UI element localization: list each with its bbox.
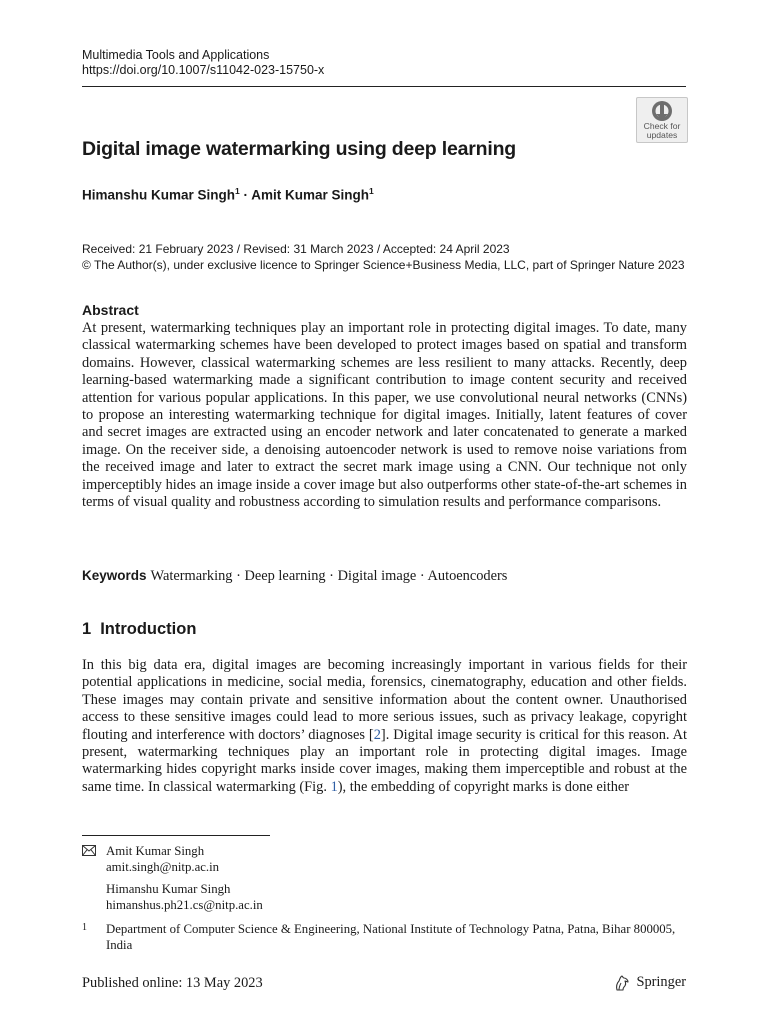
abstract-heading: Abstract: [82, 302, 139, 318]
header-rule: [82, 86, 686, 87]
affiliation-marker: 1: [369, 186, 374, 196]
figure-link[interactable]: 1: [330, 778, 338, 795]
check-for-updates-badge[interactable]: [636, 97, 688, 143]
author-list: [82, 186, 374, 203]
copyright-notice: © The Author(s), under exclusive licence to Springer Science+Business Media, LLC, part of Springer Nature 2023: [82, 258, 685, 272]
published-date: Published online: 13 May 2023: [82, 975, 263, 991]
footnote-rule: [82, 835, 270, 836]
abstract-text: At present, watermarking techniques play an important role in protecting digital images. To date, many classical watermarking schemes have been developed to protect images based on spatial and transform domains. However, classical watermarking schemes are less resilient to many attacks. Recently, deep learning-based watermarking made a significant contribution to image content security and received attention for various popular applications. In this paper, we use convolutional neural networks (CNNs) to propose an interesting watermarking technique for digital images. Initially, latent features of cover and secret images are extracted using an encoder network and later concatenated to generate a marked image. On the receiver side, a denoising autoencoder network is used to remove noise variations from the received image and later to extract the secret mark image using a CNN. Our technique not only imperceptibly hides an image inside a cover image but also outperforms other state-of-the-art schemes in terms of visual quality and robustness according to simulation results and performance comparisons.: [82, 320, 687, 511]
check-for-updates-label: Check for updates: [643, 121, 681, 140]
reference-link[interactable]: 2: [373, 726, 381, 743]
affiliation-marker: 1: [235, 186, 240, 196]
affiliation-text: Department of Computer Science & Engineering, National Institute of Technology Patna, Patna, Bihar 800005, India: [106, 922, 676, 952]
corresponding-author-name: Amit Kumar Singh: [106, 844, 205, 858]
publication-history: [82, 241, 685, 273]
keywords-label: Keywords: [82, 568, 147, 583]
affiliation-number: 1: [82, 922, 87, 933]
affiliation: [82, 922, 682, 953]
paper-title: Digital image watermarking using deep learning: [82, 138, 516, 160]
publisher-name: Springer: [636, 974, 686, 990]
journal-header: [82, 48, 324, 78]
section-title: Introduction: [100, 620, 197, 638]
keywords-list: Watermarking · Deep learning · Digital image · Autoencoders: [150, 568, 508, 584]
springer-horse-icon: [614, 975, 630, 991]
author-separator: ·: [239, 187, 252, 203]
journal-name: Multimedia Tools and Applications: [82, 48, 270, 62]
coauthor-email[interactable]: himanshus.ph21.cs@nitp.ac.in: [106, 897, 263, 912]
envelope-icon: [82, 845, 96, 856]
section-number: 1: [82, 620, 92, 638]
keywords: [82, 568, 507, 585]
check-for-updates-icon: [650, 100, 674, 122]
publisher-logo[interactable]: [614, 974, 686, 991]
introduction-paragraph: In this big data era, digital images are becoming increasingly important in various fields for their potential applications in medicine, social media, forensics, cinematography, education and other fields. These images may contain private and sensitive information about the content owner. Unauthorised access to these sensitive images could lead to more serious issues, such as privacy leakage, copyright flouting and interference with doctors’ diagnoses [2]. Digital image security is critical for this reason. At present, watermarking techniques play an important role in protecting digital images. Image watermarking hides copyright marks inside cover images, making them imperceptible and robust at the same time. In classical watermarking (Fig. 1), the embedding of copyright marks is done either: [82, 657, 687, 795]
author-name[interactable]: Amit Kumar Singh: [251, 187, 370, 203]
doi-link[interactable]: https://doi.org/10.1007/s11042-023-15750-x: [82, 63, 325, 77]
author-name[interactable]: Himanshu Kumar Singh: [82, 187, 236, 203]
correspondence-block: [82, 844, 263, 913]
section-heading: [82, 620, 196, 639]
corresponding-author-email[interactable]: amit.singh@nitp.ac.in: [106, 859, 220, 874]
coauthor-name: Himanshu Kumar Singh: [106, 882, 231, 896]
received-dates: Received: 21 February 2023 / Revised: 31 March 2023 / Accepted: 24 April 2023: [82, 242, 510, 256]
